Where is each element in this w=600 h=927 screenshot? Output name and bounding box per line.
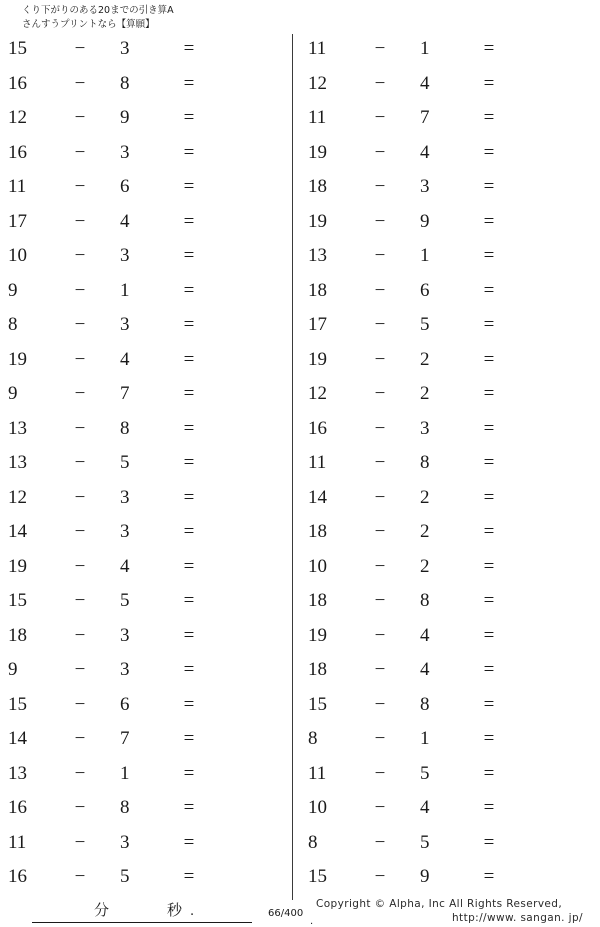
equals-sign: = <box>183 348 195 370</box>
operand-a: 12 <box>308 383 327 404</box>
equals-sign: = <box>183 762 195 784</box>
equals-sign: = <box>483 590 495 611</box>
operand-a: 9 <box>8 659 18 680</box>
equals-sign: = <box>183 797 195 818</box>
problem-row <box>0 552 292 587</box>
operand-a: 18 <box>308 590 327 611</box>
operand-b: 3 <box>120 831 130 853</box>
problem-row <box>0 655 292 690</box>
operand-a: 16 <box>8 866 27 887</box>
equals-sign: = <box>483 417 495 439</box>
operand-b: 3 <box>120 521 130 542</box>
operand-b: 1 <box>120 762 130 784</box>
equals-sign: = <box>183 417 195 439</box>
equals-sign: = <box>483 383 495 404</box>
title-line-2: さんすうプリントなら【算願】 <box>22 19 155 30</box>
minus-icon: − <box>74 762 86 784</box>
minus-icon: − <box>374 417 386 439</box>
seconds-dot: . <box>190 904 195 919</box>
problem-row <box>0 448 292 483</box>
problem-row <box>300 103 600 138</box>
operand-a: 19 <box>8 555 27 577</box>
operand-b: 3 <box>120 38 130 59</box>
problem-row <box>0 793 292 828</box>
minus-icon: − <box>74 72 86 94</box>
minus-icon: − <box>374 659 386 680</box>
problem-row <box>300 586 600 621</box>
operand-a: 17 <box>308 314 327 335</box>
problem-row <box>0 276 292 311</box>
problem-row <box>0 172 292 207</box>
equals-sign: = <box>183 486 195 508</box>
minus-icon: − <box>74 624 86 646</box>
equals-sign: = <box>183 176 195 197</box>
minus-icon: − <box>374 521 386 542</box>
equals-sign: = <box>183 279 195 301</box>
operand-a: 19 <box>308 141 327 163</box>
problem-row <box>0 345 292 380</box>
operand-b: 3 <box>120 486 130 508</box>
problem-row <box>300 828 600 863</box>
operand-b: 3 <box>420 176 430 197</box>
operand-a: 10 <box>308 797 327 818</box>
operand-b: 6 <box>120 693 130 715</box>
minus-icon: − <box>374 314 386 335</box>
minus-icon: − <box>374 728 386 749</box>
operand-b: 8 <box>120 417 130 439</box>
equals-sign: = <box>483 38 495 59</box>
operand-b: 8 <box>120 797 130 818</box>
minutes-label: 分 <box>94 901 110 919</box>
problem-row <box>300 448 600 483</box>
equals-sign: = <box>483 624 495 646</box>
operand-b: 4 <box>420 141 430 163</box>
operand-a: 18 <box>308 521 327 542</box>
problem-row <box>0 621 292 656</box>
problem-row <box>300 655 600 690</box>
operand-a: 11 <box>8 176 27 197</box>
operand-b: 4 <box>120 210 130 232</box>
operand-b: 8 <box>120 72 130 94</box>
operand-a: 13 <box>8 452 27 473</box>
operand-b: 3 <box>120 314 130 335</box>
minus-icon: − <box>74 38 86 59</box>
equals-sign: = <box>483 210 495 232</box>
minus-icon: − <box>74 107 86 128</box>
operand-a: 19 <box>308 210 327 232</box>
minus-icon: − <box>74 279 86 301</box>
problem-column-right <box>300 34 600 897</box>
equals-sign: = <box>183 555 195 577</box>
operand-a: 9 <box>8 279 18 301</box>
column-divider <box>292 34 293 900</box>
title-line-1: くり下がりのある20までの引き算A <box>22 5 174 16</box>
operand-b: 3 <box>120 141 130 163</box>
minus-icon: − <box>374 555 386 577</box>
operand-b: 8 <box>420 693 430 715</box>
minus-icon: − <box>374 210 386 232</box>
equals-sign: = <box>183 866 195 887</box>
operand-a: 10 <box>8 245 27 266</box>
minus-icon: − <box>74 797 86 818</box>
minus-icon: − <box>74 348 86 370</box>
equals-sign: = <box>483 314 495 335</box>
problem-row <box>300 172 600 207</box>
operand-b: 2 <box>420 486 430 508</box>
operand-a: 11 <box>308 762 327 784</box>
operand-b: 5 <box>120 590 130 611</box>
problem-row <box>0 586 292 621</box>
equals-sign: = <box>483 521 495 542</box>
operand-b: 9 <box>420 866 430 887</box>
minus-icon: − <box>74 245 86 266</box>
equals-sign: = <box>183 245 195 266</box>
minus-icon: − <box>374 797 386 818</box>
equals-sign: = <box>183 452 195 473</box>
operand-a: 10 <box>308 555 327 577</box>
problem-row <box>300 759 600 794</box>
operand-a: 11 <box>308 452 327 473</box>
problem-row <box>0 379 292 414</box>
operand-b: 4 <box>420 659 430 680</box>
equals-sign: = <box>483 279 495 301</box>
minus-icon: − <box>74 210 86 232</box>
operand-b: 5 <box>420 762 430 784</box>
problem-column-left <box>0 34 292 897</box>
problem-row <box>300 34 600 69</box>
operand-a: 15 <box>308 866 327 887</box>
problem-row <box>300 552 600 587</box>
problem-row <box>0 724 292 759</box>
equals-sign: = <box>483 176 495 197</box>
operand-a: 14 <box>8 521 27 542</box>
copyright-notice: Copyright © Alpha, Inc All Rights Reserved, <box>316 898 563 910</box>
minus-icon: − <box>74 831 86 853</box>
operand-b: 5 <box>120 866 130 887</box>
operand-b: 2 <box>420 521 430 542</box>
operand-a: 18 <box>8 624 27 646</box>
problem-row <box>0 241 292 276</box>
operand-b: 3 <box>120 624 130 646</box>
problem-row <box>0 138 292 173</box>
equals-sign: = <box>183 590 195 611</box>
minus-icon: − <box>374 141 386 163</box>
operand-b: 1 <box>420 38 430 59</box>
operand-a: 16 <box>8 797 27 818</box>
minus-icon: − <box>74 383 86 404</box>
equals-sign: = <box>183 383 195 404</box>
problem-row <box>300 241 600 276</box>
minus-icon: − <box>374 831 386 853</box>
minus-icon: − <box>374 624 386 646</box>
page-number-dot: . <box>310 916 314 927</box>
equals-sign: = <box>483 762 495 784</box>
equals-sign: = <box>483 659 495 680</box>
equals-sign: = <box>483 107 495 128</box>
problem-row <box>0 483 292 518</box>
problem-row <box>0 690 292 725</box>
operand-a: 18 <box>308 659 327 680</box>
operand-a: 8 <box>308 831 318 853</box>
operand-a: 16 <box>308 417 327 439</box>
operand-b: 1 <box>420 728 430 749</box>
equals-sign: = <box>183 728 195 749</box>
operand-a: 17 <box>8 210 27 232</box>
equals-sign: = <box>183 314 195 335</box>
operand-a: 19 <box>8 348 27 370</box>
operand-a: 8 <box>308 728 318 749</box>
operand-b: 1 <box>120 279 130 301</box>
problem-row <box>300 690 600 725</box>
problem-row <box>300 310 600 345</box>
problem-row <box>300 345 600 380</box>
operand-a: 14 <box>8 728 27 749</box>
problem-row <box>0 34 292 69</box>
problem-row <box>0 310 292 345</box>
operand-a: 13 <box>308 245 327 266</box>
operand-b: 5 <box>420 314 430 335</box>
minus-icon: − <box>374 107 386 128</box>
minus-icon: − <box>74 452 86 473</box>
equals-sign: = <box>483 72 495 94</box>
problem-row <box>0 517 292 552</box>
operand-b: 9 <box>420 210 430 232</box>
minus-icon: − <box>374 452 386 473</box>
equals-sign: = <box>183 107 195 128</box>
minus-icon: − <box>374 486 386 508</box>
operand-b: 4 <box>420 624 430 646</box>
operand-a: 18 <box>308 279 327 301</box>
operand-a: 13 <box>8 417 27 439</box>
problem-row <box>300 414 600 449</box>
problem-row <box>300 379 600 414</box>
problem-row <box>0 207 292 242</box>
operand-b: 2 <box>420 348 430 370</box>
minus-icon: − <box>374 72 386 94</box>
operand-a: 15 <box>8 590 27 611</box>
equals-sign: = <box>183 693 195 715</box>
operand-b: 2 <box>420 555 430 577</box>
equals-sign: = <box>483 831 495 853</box>
equals-sign: = <box>183 521 195 542</box>
problem-row <box>300 276 600 311</box>
minus-icon: − <box>374 38 386 59</box>
operand-a: 8 <box>8 314 18 335</box>
problem-row <box>0 103 292 138</box>
equals-sign: = <box>483 728 495 749</box>
operand-a: 16 <box>8 72 27 94</box>
problem-row <box>0 759 292 794</box>
minus-icon: − <box>374 383 386 404</box>
minus-icon: − <box>74 521 86 542</box>
minus-icon: − <box>74 555 86 577</box>
operand-a: 12 <box>308 72 327 94</box>
equals-sign: = <box>183 72 195 94</box>
problem-row <box>300 138 600 173</box>
equals-sign: = <box>183 659 195 680</box>
page-number: 66/400 <box>268 908 304 919</box>
minus-icon: − <box>74 590 86 611</box>
operand-b: 4 <box>120 555 130 577</box>
equals-sign: = <box>483 348 495 370</box>
problem-row <box>300 517 600 552</box>
time-entry-area <box>22 898 272 926</box>
operand-b: 3 <box>120 659 130 680</box>
operand-b: 4 <box>120 348 130 370</box>
minus-icon: − <box>374 279 386 301</box>
operand-b: 7 <box>120 383 130 404</box>
minus-icon: − <box>74 728 86 749</box>
minus-icon: − <box>374 866 386 887</box>
operand-b: 4 <box>420 72 430 94</box>
operand-a: 19 <box>308 348 327 370</box>
problem-row <box>0 414 292 449</box>
operand-b: 5 <box>420 831 430 853</box>
minus-icon: − <box>374 348 386 370</box>
operand-a: 12 <box>8 486 27 508</box>
time-entry-line <box>32 922 252 923</box>
problem-row <box>0 862 292 897</box>
operand-a: 11 <box>8 831 27 853</box>
operand-b: 5 <box>120 452 130 473</box>
operand-a: 15 <box>8 693 27 715</box>
minus-icon: − <box>74 693 86 715</box>
operand-a: 12 <box>8 107 27 128</box>
operand-a: 13 <box>8 762 27 784</box>
minus-icon: − <box>374 693 386 715</box>
operand-b: 9 <box>120 107 130 128</box>
operand-b: 3 <box>420 417 430 439</box>
minus-icon: − <box>374 762 386 784</box>
operand-b: 7 <box>120 728 130 749</box>
operand-a: 14 <box>308 486 327 508</box>
minus-icon: − <box>374 245 386 266</box>
equals-sign: = <box>183 38 195 59</box>
operand-a: 19 <box>308 624 327 646</box>
problem-row <box>0 828 292 863</box>
problem-row <box>300 483 600 518</box>
operand-a: 15 <box>8 38 27 59</box>
equals-sign: = <box>483 693 495 715</box>
operand-a: 11 <box>308 38 327 59</box>
operand-b: 7 <box>420 107 430 128</box>
equals-sign: = <box>183 141 195 163</box>
problem-row <box>0 69 292 104</box>
operand-a: 15 <box>308 693 327 715</box>
problem-row <box>300 207 600 242</box>
equals-sign: = <box>183 831 195 853</box>
minus-icon: − <box>74 866 86 887</box>
equals-sign: = <box>483 452 495 473</box>
problem-row <box>300 621 600 656</box>
operand-b: 6 <box>420 279 430 301</box>
operand-b: 8 <box>420 590 430 611</box>
operand-b: 1 <box>420 245 430 266</box>
page-title <box>22 4 174 32</box>
minus-icon: − <box>74 659 86 680</box>
equals-sign: = <box>483 141 495 163</box>
equals-sign: = <box>483 866 495 887</box>
operand-b: 6 <box>120 176 130 197</box>
problem-row <box>300 69 600 104</box>
operand-a: 11 <box>308 107 327 128</box>
website-url: http://www. sangan. jp/ <box>452 912 583 924</box>
problem-row <box>300 793 600 828</box>
minus-icon: − <box>74 314 86 335</box>
problem-row <box>300 862 600 897</box>
operand-b: 8 <box>420 452 430 473</box>
problem-row <box>300 724 600 759</box>
minus-icon: − <box>374 590 386 611</box>
operand-b: 2 <box>420 383 430 404</box>
equals-sign: = <box>183 210 195 232</box>
operand-a: 18 <box>308 176 327 197</box>
equals-sign: = <box>483 797 495 818</box>
operand-a: 9 <box>8 383 18 404</box>
equals-sign: = <box>483 555 495 577</box>
equals-sign: = <box>483 486 495 508</box>
equals-sign: = <box>183 624 195 646</box>
minus-icon: − <box>74 176 86 197</box>
minus-icon: − <box>74 486 86 508</box>
operand-b: 3 <box>120 245 130 266</box>
operand-b: 4 <box>420 797 430 818</box>
seconds-label: 秒 <box>167 901 183 919</box>
minus-icon: − <box>74 141 86 163</box>
operand-a: 16 <box>8 141 27 163</box>
minus-icon: − <box>374 176 386 197</box>
minus-icon: − <box>74 417 86 439</box>
equals-sign: = <box>483 245 495 266</box>
